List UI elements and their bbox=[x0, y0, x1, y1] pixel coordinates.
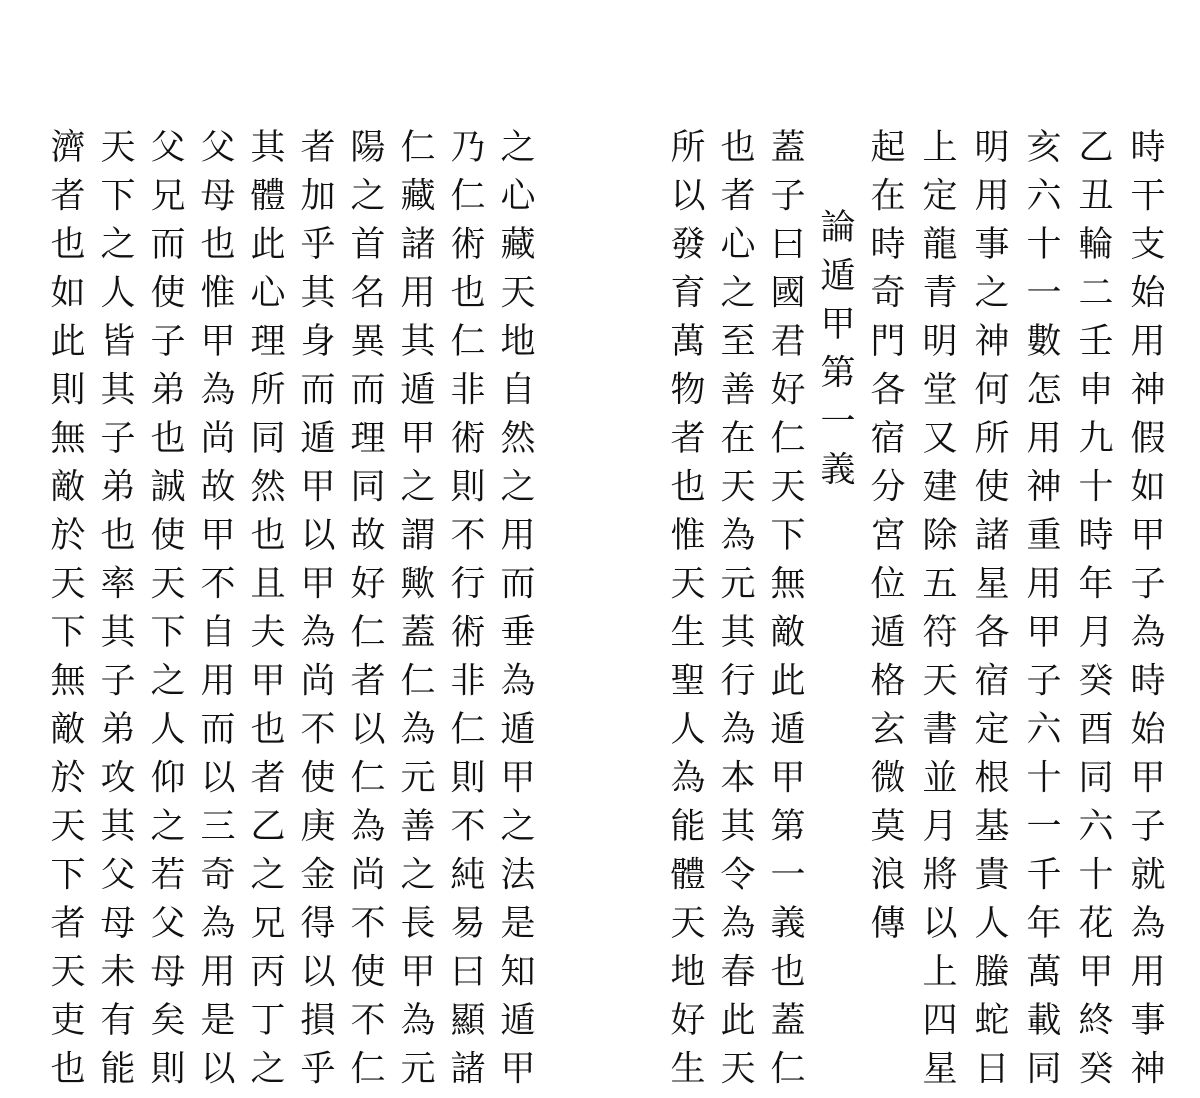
text-column: 乙丑輪二壬申九十時年月癸酉同六十花甲終癸 bbox=[1073, 128, 1113, 1098]
text-column: 仁藏諸用其遁甲之謂歟蓋仁為元善之長甲為元 bbox=[395, 128, 435, 1098]
text-column: 時干支始用神假如甲子為時始甲子就為用事神 bbox=[1125, 128, 1165, 1098]
text-column: 天下之人皆其子弟也率其子弟攻其父母未有能 bbox=[95, 128, 135, 1098]
text-column: 其體此心理所同然也且夫甲也者乙之兄丙丁之 bbox=[245, 128, 285, 1098]
left-page bbox=[40, 128, 540, 1098]
text-column: 父兄而使子弟也誠使天下之人仰之若父母矣則 bbox=[145, 128, 185, 1098]
text-column: 上定龍青明堂又建除五符天書並月將以上四星 bbox=[917, 128, 957, 1098]
text-column: 所以發育萬物者也惟天生聖人為能體天地好生 bbox=[665, 128, 705, 1098]
right-page bbox=[660, 128, 1170, 1098]
text-column: 父母也惟甲為尚故甲不自用而以三奇為用是以 bbox=[195, 128, 235, 1098]
section-heading: 論遁甲第一義 bbox=[815, 208, 855, 499]
text-column: 乃仁術也仁非術則不行術非仁則不純易曰顯諸 bbox=[445, 128, 485, 1098]
text-column: 濟者也如此則無敵於天下無敵於天下者天吏也 bbox=[45, 128, 85, 1098]
text-column: 也者心之至善在天為元其行為本其令為春此天 bbox=[715, 128, 755, 1098]
text-column: 明用事之神何所使諸星各宿定根基貴人螣蛇日 bbox=[969, 128, 1009, 1098]
text-column: 之心藏天地自然之用而垂為遁甲之法是知遁甲 bbox=[495, 128, 535, 1098]
text-column: 起在時奇門各宿分宮位遁格玄微莫浪傳 bbox=[865, 128, 905, 953]
text-column: 陽之首名異而理同故好仁者以仁為尚不使不仁 bbox=[345, 128, 385, 1098]
text-column: 亥六十一數怎用神重用甲子六十一千年萬載同 bbox=[1021, 128, 1061, 1098]
text-column: 蓋子曰國君好仁天下無敵此遁甲第一義也蓋仁 bbox=[765, 128, 805, 1098]
text-column: 者加乎其身而遁甲以甲為尚不使庚金得以損乎 bbox=[295, 128, 335, 1098]
